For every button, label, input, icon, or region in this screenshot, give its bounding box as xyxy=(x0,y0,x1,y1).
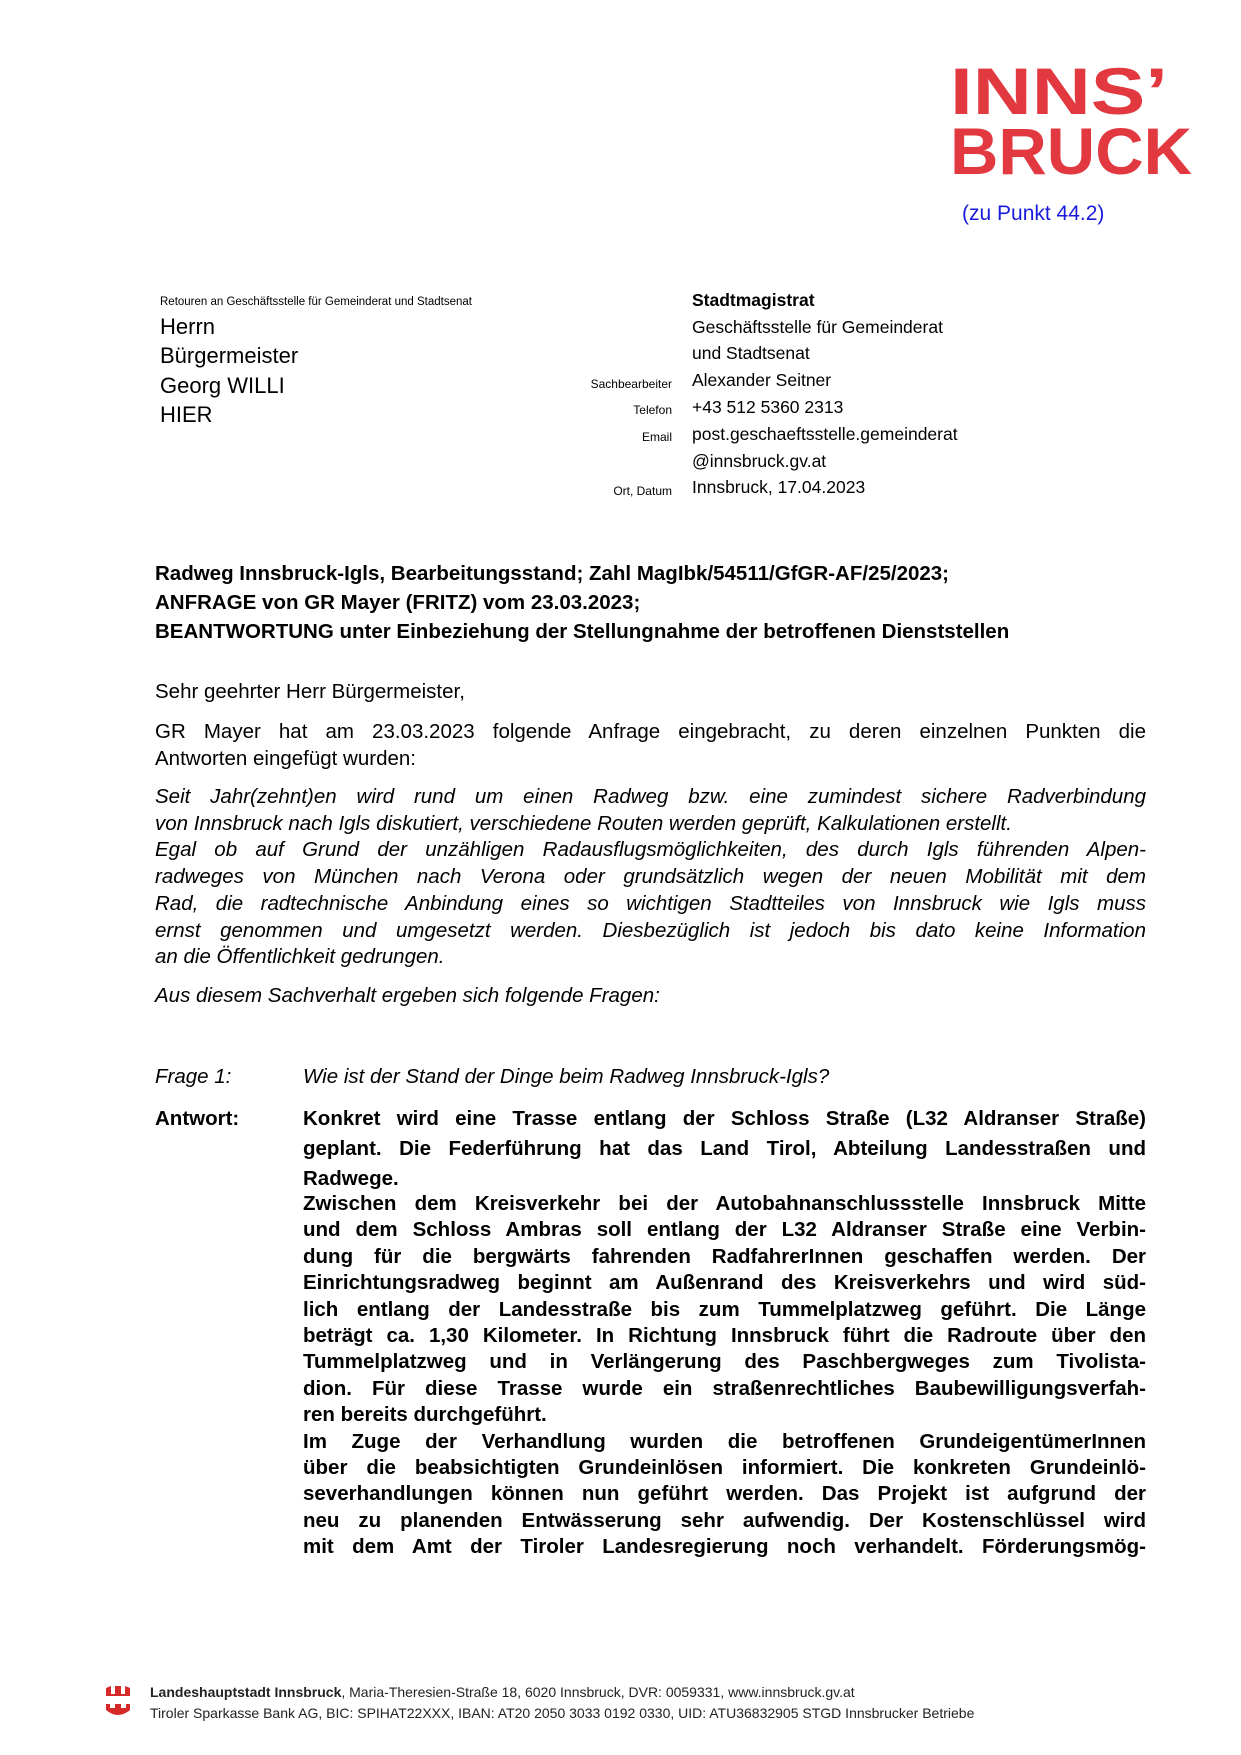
phone-number: +43 512 5360 2313 xyxy=(692,397,844,417)
sender-department: Geschäftsstelle für Gemeinderat xyxy=(692,317,943,337)
text-line: ren bereits durchgeführt. xyxy=(303,1403,547,1427)
text-line: beträgt ca. 1,30 Kilometer. In Richtung Innsbruck führt die Radroute über den xyxy=(303,1324,1146,1347)
text-line: mit dem Amt der Tiroler Landesregierung noch verhandelt. Förderungsmög- xyxy=(303,1535,1146,1559)
text-line: Einrichtungsradweg beginnt am Außenrand des Kreisverkehrs und wird süd- xyxy=(303,1271,1146,1295)
recipient-line: HIER xyxy=(160,402,213,427)
text-line: Seit Jahr(zehnt)en wird rund um einen Radweg bzw. eine zumindest sichere Radverbindung xyxy=(155,785,1146,808)
text-line: Radwege. xyxy=(303,1167,399,1190)
subject-line: ANFRAGE von GR Mayer (FRITZ) vom 23.03.2023; xyxy=(155,591,641,614)
text-line: severhandlungen können nun geführt werden. Das Projekt ist aufgrund der xyxy=(303,1482,1146,1506)
text-line: von Innsbruck nach Igls diskutiert, verschiedene Routen werden geprüft, Kalkulationen erstellt. xyxy=(155,811,1012,835)
recipient-line: Bürgermeister xyxy=(160,343,299,368)
text-line: Antworten eingefügt wurden: xyxy=(155,747,416,770)
field-label: Telefon xyxy=(633,403,672,417)
place-date: Innsbruck, 17.04.2023 xyxy=(692,477,866,497)
subject-line: BEANTWORTUNG unter Einbeziehung der Stellungnahme der betroffenen Dienststellen xyxy=(155,620,1010,643)
text-line: geplant. Die Federführung hat das Land Tirol, Abteilung Landesstraßen und xyxy=(303,1137,1146,1160)
answer-label: Antwort: xyxy=(155,1107,240,1130)
field-label: Ort, Datum xyxy=(613,484,672,498)
text-line: dung für die bergwärts fahrenden RadfahrerInnen geschaffen werden. Der xyxy=(303,1244,1146,1268)
field-label: Email xyxy=(641,430,672,444)
text-line: radweges von München nach Verona oder grundsätzlich wegen der neuen Mobilität mit dem xyxy=(155,865,1146,889)
text-line: Zwischen dem Kreisverkehr bei der Autobahnanschlussstelle Innsbruck Mitte xyxy=(303,1192,1146,1215)
text-line: Tummelplatzweg und in Verlängerung des Paschbergweges zum Tivolista- xyxy=(303,1350,1146,1374)
city-coat-of-arms-icon xyxy=(105,1684,131,1720)
text-line: neu zu planenden Entwässerung sehr aufwendig. Der Kostenschlüssel wird xyxy=(303,1508,1146,1532)
logo-line-1: INNS’ xyxy=(950,56,1168,128)
text-line: GR Mayer hat am 23.03.2023 folgende Anfrage eingebracht, zu deren einzelnen Punkten die xyxy=(155,720,1146,743)
recipient-line: Herrn xyxy=(160,314,216,339)
subject-line: Radweg Innsbruck-Igls, Bearbeitungsstand; Zahl MagIbk/54511/GfGR-AF/25/2023; xyxy=(155,562,950,585)
sender-office: Stadtmagistrat xyxy=(692,290,815,310)
footer-address-text: , Maria-Theresien-Straße 18, 6020 Innsbruck, DVR: 0059331, www.innsbruck.gv.at xyxy=(341,1684,855,1700)
text-line: Rad, die radtechnische Anbindung eines so wichtigen Stadtteiles von Innsbruck wie Igls muss xyxy=(155,891,1146,915)
question-text: Wie ist der Stand der Dinge beim Radweg Innsbruck-Igls? xyxy=(303,1065,830,1088)
salutation: Sehr geehrter Herr Bürgermeister, xyxy=(155,680,465,703)
footer-bank: Tiroler Sparkasse Bank AG, BIC: SPIHAT22XXX, IBAN: AT20 2050 3033 0192 0330, UID: ATU36832905 STGD Innsbrucker Betriebe xyxy=(150,1705,975,1721)
clerk-name: Alexander Seitner xyxy=(692,370,832,390)
agenda-reference: (zu Punkt 44.2) xyxy=(962,202,1105,225)
recipient-line: Georg WILLI xyxy=(160,373,285,398)
text-line: lich entlang der Landesstraße bis zum Tummelplatzweg geführt. Die Länge xyxy=(303,1297,1146,1321)
email-address-domain[interactable]: @innsbruck.gv.at xyxy=(692,451,827,471)
text-line: über die beabsichtigten Grundeinlösen informiert. Die konkreten Grundeinlö- xyxy=(303,1456,1146,1479)
return-address: Retouren an Geschäftsstelle für Gemeinderat und Stadtsenat xyxy=(160,296,472,308)
questions-intro: Aus diesem Sachverhalt ergeben sich folgende Fragen: xyxy=(155,984,660,1007)
footer-address xyxy=(150,1684,855,1700)
text-line: dion. Für diese Trasse wurde ein straßenrechtliches Baubewilligungsverfah- xyxy=(303,1376,1146,1400)
text-line: Im Zuge der Verhandlung wurden die betroffenen GrundeigentümerInnen xyxy=(303,1429,1146,1453)
text-line: Konkret wird eine Trasse entlang der Schloss Straße (L32 Aldranser Straße) xyxy=(303,1107,1146,1130)
field-label: Sachbearbeiter xyxy=(590,377,672,391)
innsbruck-logo xyxy=(950,56,1200,181)
footer-org: Landeshauptstadt Innsbruck xyxy=(150,1684,342,1700)
logo-line-2: BRUCK xyxy=(950,114,1193,181)
email-address[interactable]: post.geschaeftsstelle.gemeinderat xyxy=(692,424,958,444)
text-line: Egal ob auf Grund der unzähligen Radausflugsmöglichkeiten, des durch Igls führenden Alpen- xyxy=(155,838,1146,862)
text-line: und dem Schloss Ambras soll entlang der L32 Aldranser Straße eine Verbin- xyxy=(303,1218,1146,1242)
sender-department: und Stadtsenat xyxy=(692,343,810,363)
text-line: an die Öffentlichkeit gedrungen. xyxy=(155,945,445,969)
text-line: ernst genommen und umgesetzt werden. Diesbezüglich ist jedoch bis dato keine Information xyxy=(155,918,1146,942)
question-label: Frage 1: xyxy=(155,1065,232,1088)
